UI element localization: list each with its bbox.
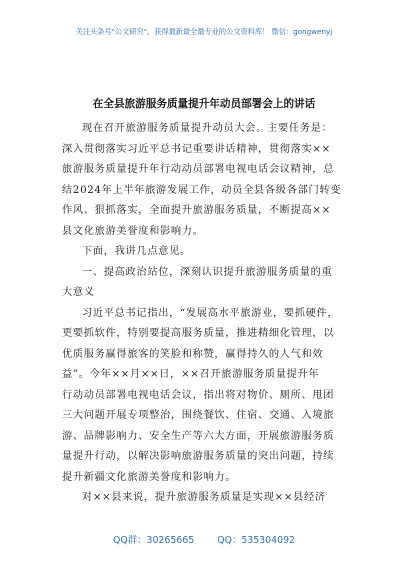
body-line: 优质服务赢得旅客的笑脸和称赞，赢得持久的人气和效 [62, 348, 324, 360]
body-line: 益”。今年××月××日，××召开旅游服务质量提升年 [62, 369, 320, 380]
document-body [62, 119, 352, 509]
body-line: 对××县来说，提升旅游服务质量是实现××县经济 [82, 492, 326, 503]
body-line: 行动动员部署电视电话会议，指出将对物价、厕所、甩团 [62, 389, 335, 401]
body-line: 深入贯彻落实习近平总书记重要讲话精神，贯彻落实×× [62, 143, 331, 155]
body-line: 提升新疆文化旅游美誉度和影响力。 [62, 471, 237, 483]
body-line: 游、品牌影响力、安全生产等六大方面，开展旅游服务质 [62, 430, 335, 442]
qq-contact-text: QQ：535304092 [217, 535, 296, 546]
body-line: 下面，我讲几点意见。 [82, 246, 191, 257]
body-line: 习近平总书记指出，“发展高水平旅游业，要抓硬件， [82, 307, 339, 319]
contact-footer [0, 532, 408, 546]
body-line: 旅游服务质量提升年行动动员部署电视电话会议精神，总 [62, 164, 335, 175]
body-line: 更要抓软件，特别要提高服务质量，推进精细化管理，以 [62, 328, 335, 339]
body-line: 结2024年上半年旅游发展工作，动员全县各级各部门转变 [62, 184, 342, 196]
body-line: 量提升行动，以解决影响旅游服务质量的突出问题，持续 [62, 451, 335, 462]
body-line: 三大问题开展专项整治，围绕餐饮、住宿、交通、入境旅 [62, 410, 335, 421]
body-line: 现在召开旅游服务质量提升动员大会。主要任务是： [82, 123, 333, 134]
body-line: 一、提高政治站位，深刻认识提升旅游服务质量的重 [82, 266, 333, 278]
body-line: 大意义 [62, 287, 95, 298]
body-line: 作风、狠抓落实，全面提升旅游服务质量，不断提高×× [62, 205, 331, 216]
promo-banner: 关注头条号"公文研究"，获得最新最全最专业的公文资料库！ 微信：gongwenyj [75, 27, 333, 36]
qq-group-text: QQ群：30265665 [112, 535, 195, 546]
document-title: 在全县旅游服务质量提升年动员部署会上的讲话 [92, 98, 316, 110]
body-line: 县文化旅游美誉度和影响力。 [62, 225, 204, 237]
